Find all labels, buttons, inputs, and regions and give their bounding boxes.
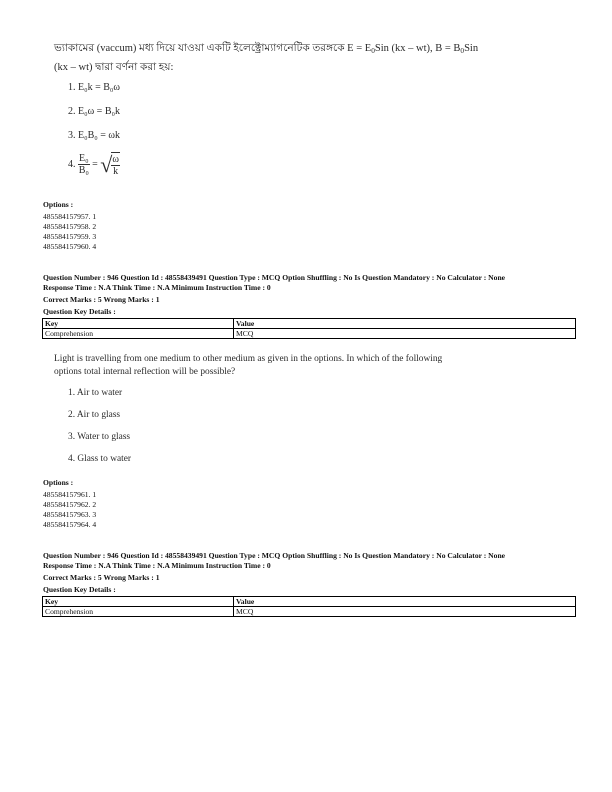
question-2-option-4: 4. Glass to water (68, 454, 132, 464)
question-1-image (54, 40, 574, 177)
option-text: E₀ω = B₀k (78, 106, 120, 117)
option-id: 485584157962. 2 (43, 500, 97, 509)
question-1-option-3 (68, 130, 120, 141)
question-key-table-2 (42, 596, 576, 617)
option-number: 4. (68, 159, 76, 170)
question-meta-2 (43, 551, 505, 595)
option-id: 485584157964. 4 (43, 520, 97, 529)
question-2-option-1: 1. Air to water (68, 388, 123, 398)
question-2-image (54, 353, 494, 464)
option-number: 1. (68, 82, 76, 93)
table-header-row (43, 597, 576, 607)
option-number: 2. (68, 106, 76, 117)
question-1-option-4 (68, 152, 120, 177)
question-2-stem (54, 353, 494, 379)
stem-sub: 0 (371, 45, 375, 55)
stem-text: Sin (kx – wt), B = B (374, 43, 461, 54)
meta-line: Response Time : N.A Think Time : N.A Minimum Instruction Time : 0 (43, 561, 271, 570)
root-denominator: k (113, 166, 119, 177)
options-heading: Options : (43, 478, 74, 487)
marks-line: Correct Marks : 5 Wrong Marks : 1 (43, 573, 160, 582)
option-text: E₀B₀ = ωk (78, 130, 120, 141)
options-list-1 (43, 200, 96, 252)
equals-sign: = (92, 159, 98, 170)
root-numerator: ω (112, 154, 119, 165)
question-1-option-1 (68, 82, 120, 93)
meta-line: Response Time : N.A Think Time : N.A Minimum Instruction Time : 0 (43, 283, 271, 292)
stem-text: options total internal reflection will be possible? (54, 367, 236, 377)
table-row (43, 329, 576, 339)
option-id: 485584157958. 2 (43, 222, 97, 231)
stem-text: (kx – wt) দ্বারা বর্ণনা করা হয়: (54, 61, 174, 73)
square-root (100, 152, 120, 177)
key-details-heading: Question Key Details : (43, 307, 116, 316)
question-1-option-2 (68, 106, 120, 117)
question-2-option-3: 3. Water to glass (68, 432, 131, 442)
meta-line: Question Number : 946 Question Id : 48558439491 Question Type : MCQ Option Shuffling : No Is Question Mandatory : No Calculator : None (43, 273, 506, 282)
table-header-row (43, 319, 576, 329)
option-id: 485584157957. 1 (43, 212, 97, 221)
options-list-2 (43, 478, 96, 530)
fraction-denominator: B₀ (78, 165, 89, 176)
table-cell-key: Comprehension (43, 607, 234, 617)
option-id: 485584157960. 4 (43, 242, 97, 251)
table-cell-value: MCQ (234, 607, 576, 617)
table-header-value: Value (234, 319, 576, 329)
key-details-heading: Question Key Details : (43, 585, 116, 594)
option-id: 485584157961. 1 (43, 490, 97, 499)
table-cell-value: MCQ (234, 329, 576, 339)
table-header-value: Value (234, 597, 576, 607)
option-number: 3. (68, 130, 76, 141)
option-id: 485584157959. 3 (43, 232, 97, 241)
stem-sub: 0 (460, 45, 465, 55)
stem-text: ভ্যাকামের (vaccum) মধ্য দিয়ে যাওয়া একটি ইলেক্ট্রোম্যাগনেটিক তরঙ্গকে E = E (54, 43, 372, 54)
question-2-option-2: 2. Air to glass (68, 410, 121, 420)
table-header-key: Key (43, 319, 234, 329)
table-cell-key: Comprehension (43, 329, 234, 339)
question-key-table-1 (42, 318, 576, 339)
options-heading: Options : (43, 200, 74, 209)
table-row (43, 607, 576, 617)
question-1-stem (54, 40, 574, 76)
question-meta-1 (43, 273, 505, 317)
meta-line: Question Number : 946 Question Id : 48558439491 Question Type : MCQ Option Shuffling : No Is Question Mandatory : No Calculator : None (43, 551, 506, 560)
radical-sign-icon: √ (100, 151, 113, 177)
stem-text: Sin (464, 43, 479, 54)
table-header-key: Key (43, 597, 234, 607)
option-text: E₀k = B₀ω (78, 82, 120, 93)
fraction-numerator: E₀ (79, 153, 89, 164)
stem-text: Light is travelling from one medium to other medium as given in the options. In which of the following (54, 354, 443, 364)
root-fraction (111, 152, 120, 177)
option-id: 485584157963. 3 (43, 510, 97, 519)
marks-line: Correct Marks : 5 Wrong Marks : 1 (43, 295, 160, 304)
fraction (78, 153, 90, 176)
